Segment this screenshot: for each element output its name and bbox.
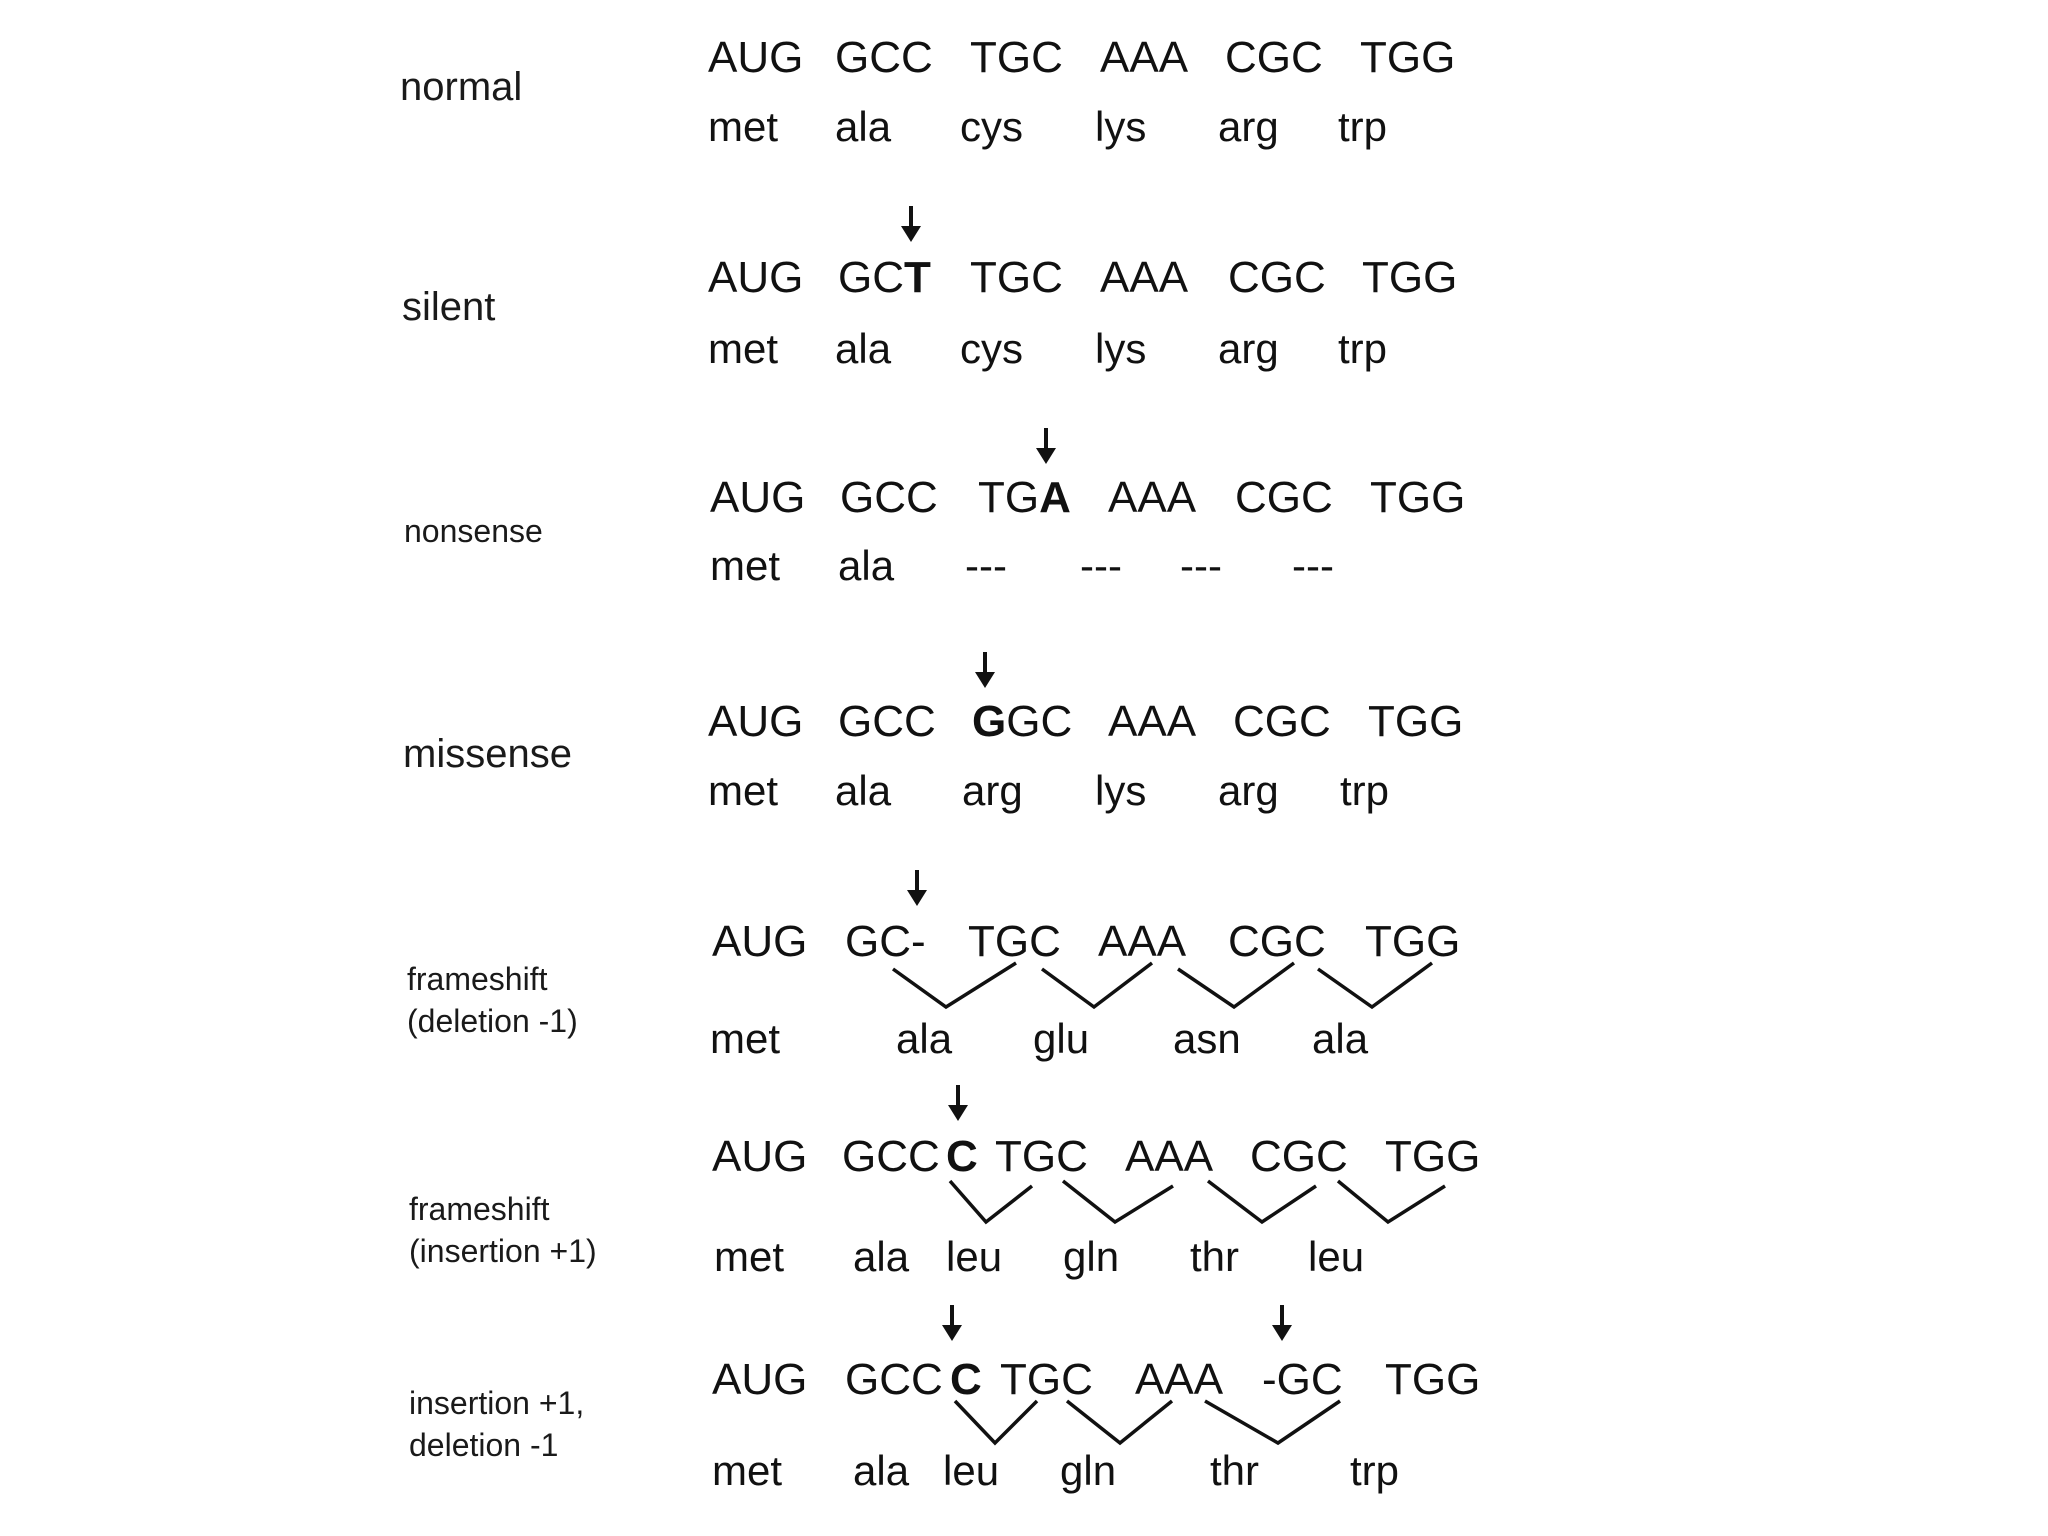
codon: GCC: [838, 697, 936, 746]
amino-acid: ala: [896, 1015, 953, 1062]
amino-acid: lys: [1095, 103, 1147, 150]
down-arrow-icon: [1036, 428, 1056, 464]
codon: AUG: [712, 917, 808, 966]
amino-acid: trp: [1350, 1447, 1400, 1494]
down-arrow-icon: [1272, 1305, 1292, 1341]
amino-acid: leu: [943, 1447, 1000, 1494]
v-bracket-icon: [1208, 1181, 1316, 1222]
codon: TGG: [1362, 253, 1458, 302]
row-label-silent: silent: [402, 285, 496, 329]
v-bracket-icon: [1063, 1181, 1173, 1222]
amino-acid: met: [708, 103, 779, 150]
codon: CGC: [1228, 917, 1326, 966]
v-bracket-icon: [955, 1401, 1037, 1443]
codon: TGG: [1368, 697, 1464, 746]
stop-dashes: ---: [1080, 542, 1122, 589]
codon: AUG: [708, 33, 804, 82]
codon: TGG: [1360, 33, 1456, 82]
v-bracket-icon: [1338, 1181, 1445, 1222]
codon: AAA: [1125, 1132, 1214, 1181]
codon: TGG: [1365, 917, 1461, 966]
amino-acid: lys: [1095, 767, 1147, 814]
codon: GC-: [845, 917, 926, 966]
amino-acid: met: [710, 542, 781, 589]
v-bracket-icon: [1067, 1401, 1172, 1443]
amino-acid: arg: [962, 767, 1023, 814]
v-bracket-icon: [893, 963, 1016, 1007]
amino-acid: leu: [1308, 1233, 1365, 1280]
codon: TGC: [970, 33, 1063, 82]
amino-acid: met: [714, 1233, 785, 1280]
mutated-base: G: [972, 697, 1007, 746]
down-arrow-icon: [907, 870, 927, 906]
stop-dashes: ---: [965, 542, 1007, 589]
codon: TGG: [1370, 473, 1466, 522]
codon: AAA: [1100, 33, 1189, 82]
row-label-nonsense: nonsense: [404, 513, 543, 549]
amino-acid: asn: [1173, 1015, 1241, 1062]
stop-dashes: ---: [1292, 542, 1334, 589]
amino-acid: ala: [835, 767, 892, 814]
label-line: (deletion -1): [407, 1003, 578, 1039]
codon: TGG: [1385, 1132, 1481, 1181]
codon-part: TG: [978, 473, 1040, 522]
amino-acid: met: [710, 1015, 781, 1062]
amino-acid: met: [708, 767, 779, 814]
codon: AAA: [1108, 697, 1197, 746]
amino-acid: met: [708, 325, 779, 372]
codon: AUG: [708, 697, 804, 746]
amino-acid: arg: [1218, 767, 1279, 814]
amino-acid: ala: [1312, 1015, 1369, 1062]
row-label-normal: normal: [400, 65, 523, 109]
v-bracket-icon: [1042, 963, 1152, 1007]
deleted-codon: -GC: [1262, 1355, 1343, 1404]
mutated-base: A: [1039, 473, 1071, 522]
inserted-base: C: [950, 1355, 982, 1404]
amino-acid: trp: [1338, 325, 1388, 372]
codon: AUG: [712, 1132, 808, 1181]
codon: TGC: [968, 917, 1061, 966]
codon: CGC: [1250, 1132, 1348, 1181]
amino-acid: cys: [960, 325, 1023, 372]
codon: CGC: [1235, 473, 1333, 522]
codon: AAA: [1135, 1355, 1224, 1404]
amino-acid: glu: [1033, 1015, 1090, 1062]
codon: AAA: [1108, 473, 1197, 522]
amino-acid: ala: [853, 1447, 910, 1494]
codon: CGC: [1228, 253, 1326, 302]
codon: CGC: [1233, 697, 1331, 746]
codon: TGG: [1385, 1355, 1481, 1404]
codon: TGC: [995, 1132, 1088, 1181]
amino-acid: ala: [853, 1233, 910, 1280]
codon: AAA: [1098, 917, 1187, 966]
codon: GCC: [840, 473, 938, 522]
down-arrow-icon: [942, 1305, 962, 1341]
amino-acid: met: [712, 1447, 783, 1494]
amino-acid: trp: [1340, 767, 1390, 814]
amino-acid: cys: [960, 103, 1023, 150]
v-bracket-icon: [1178, 963, 1294, 1007]
codon-part: GC: [1006, 697, 1073, 746]
v-bracket-icon: [950, 1181, 1032, 1222]
label-line: insertion +1,: [409, 1385, 585, 1421]
mutated-base: T: [904, 253, 931, 302]
stop-dashes: ---: [1180, 542, 1222, 589]
label-line: (insertion +1): [409, 1233, 597, 1269]
amino-acid: gln: [1063, 1233, 1120, 1280]
codon: GCC: [842, 1132, 940, 1181]
label-line: frameshift: [409, 1191, 550, 1227]
down-arrow-icon: [901, 206, 921, 242]
codon: TGC: [1000, 1355, 1093, 1404]
inserted-base: C: [946, 1132, 978, 1181]
row-label-missense: missense: [403, 732, 572, 776]
amino-acid: ala: [838, 542, 895, 589]
codon: AUG: [708, 253, 804, 302]
codon: TGC: [970, 253, 1063, 302]
codon: AUG: [712, 1355, 808, 1404]
amino-acid: arg: [1218, 103, 1279, 150]
label-line: deletion -1: [409, 1427, 559, 1463]
amino-acid: gln: [1060, 1447, 1117, 1494]
amino-acid: ala: [835, 325, 892, 372]
codon: CGC: [1225, 33, 1323, 82]
codon: GCC: [845, 1355, 943, 1404]
label-line: frameshift: [407, 961, 548, 997]
amino-acid: thr: [1190, 1233, 1240, 1280]
codon: GCC: [835, 33, 933, 82]
codon: AUG: [710, 473, 806, 522]
codon: AAA: [1100, 253, 1189, 302]
amino-acid: trp: [1338, 103, 1388, 150]
amino-acid: lys: [1095, 325, 1147, 372]
down-arrow-icon: [975, 652, 995, 688]
amino-acid: thr: [1210, 1447, 1260, 1494]
amino-acid: ala: [835, 103, 892, 150]
amino-acid: arg: [1218, 325, 1279, 372]
amino-acid: leu: [946, 1233, 1003, 1280]
v-bracket-icon: [1318, 963, 1432, 1007]
v-bracket-icon: [1205, 1401, 1340, 1443]
codon-part: GC: [838, 253, 904, 302]
down-arrow-icon: [948, 1085, 968, 1121]
